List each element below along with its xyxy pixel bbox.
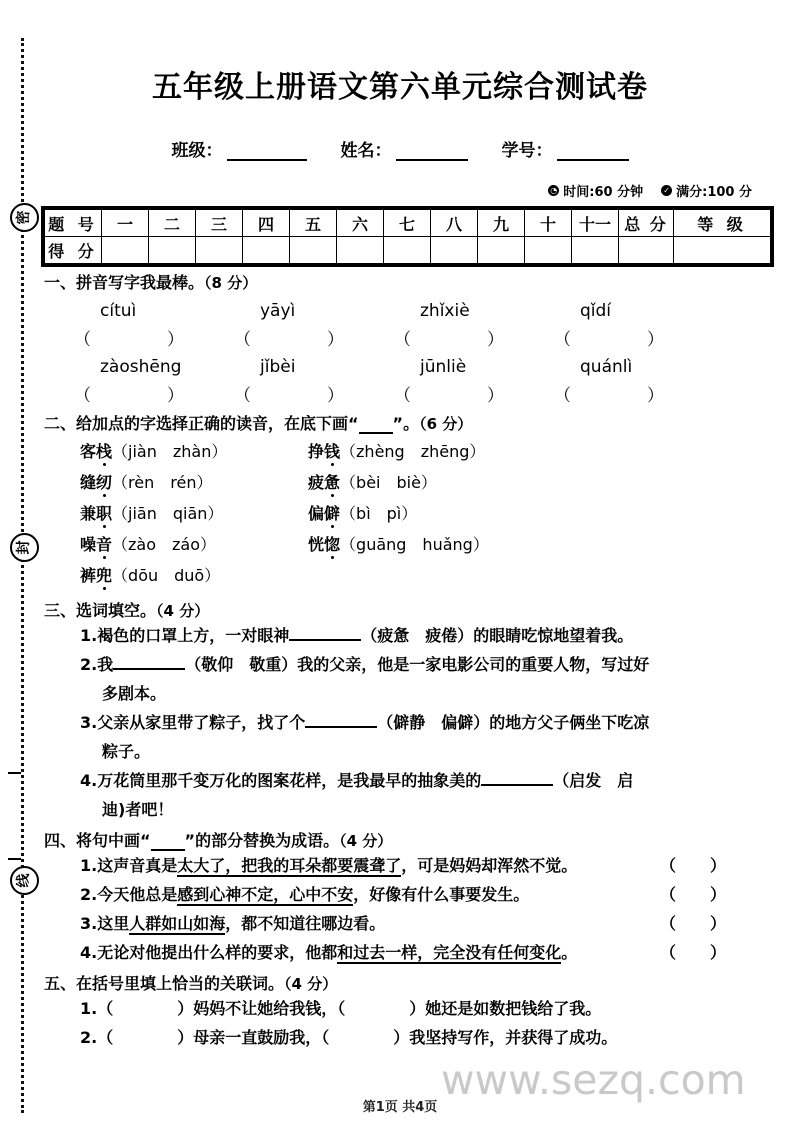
score-col-1: 一 <box>102 210 149 237</box>
section-2-title <box>44 411 756 434</box>
section-5 <box>44 971 756 1052</box>
section-4-number: 四、 <box>44 831 77 850</box>
section-3-title <box>44 598 756 621</box>
choice-char-7a: 噪 <box>80 535 97 554</box>
q3-2-part2: （敬仰 敬重）我的父亲，他是一家电影公司的重要人物，写过好 <box>185 655 650 674</box>
section-2-text-after: ”。 <box>392 414 420 433</box>
q3-3-continued: 粽子。 <box>102 742 151 761</box>
score-col-grade: 等 级 <box>674 210 771 237</box>
q4-4-pre: 无论对他提出什么样的要求，他都 <box>97 943 338 962</box>
seal-mark-mi: 密 <box>10 203 39 232</box>
seal-tick-lower <box>8 858 21 860</box>
q4-2-post: ，好像有什么事要发生。 <box>353 885 530 904</box>
score-cell-10[interactable] <box>525 237 572 264</box>
choice-options-9: （dōu duō） <box>112 566 221 585</box>
choice-item-5[interactable] <box>80 501 308 532</box>
pinyin-cell-8 <box>554 357 714 381</box>
choice-char-8a: 恍 <box>308 535 325 554</box>
q4-1-answer-paren[interactable]: （ ） <box>659 856 726 875</box>
pinyin-word-5: zàoshēng <box>100 357 182 377</box>
q5-2-mid: ）母亲一直鼓励我，（ <box>177 1028 330 1047</box>
underline-symbol-2 <box>151 836 185 851</box>
pinyin-word-8: quánlì <box>580 357 633 377</box>
pinyin-cell-1 <box>74 301 234 325</box>
section-4-text-before: 将句中画“ <box>76 831 151 850</box>
q4-4-underlined: 和过去一样，完全没有任何变化 <box>337 943 562 962</box>
seal-mark-xian: 线 <box>10 866 39 895</box>
section-4-question-4 <box>44 938 756 967</box>
q5-2-paren-open[interactable]: （ <box>97 1028 114 1047</box>
q3-2-continued: 多剧本。 <box>102 684 167 703</box>
q3-3-blank[interactable] <box>305 711 377 728</box>
section-2-text-before: 给加点的字选择正确的读音，在底下画“ <box>76 414 359 433</box>
choice-char-4b: 惫 <box>324 470 340 493</box>
section-4 <box>44 828 756 967</box>
q4-3-answer-paren[interactable]: （ ） <box>659 914 726 933</box>
name-input-line[interactable] <box>396 142 468 161</box>
pinyin-cell-3 <box>394 301 554 325</box>
pinyin-answer-5[interactable]: （ ） <box>74 386 184 406</box>
choice-options-7: （zào záo） <box>112 535 217 554</box>
choice-item-9[interactable] <box>80 563 308 594</box>
choice-char-3a: 缝 <box>80 473 97 492</box>
q3-4-part2: （启发 启 <box>553 771 634 790</box>
q5-2-number: 2. <box>80 1028 98 1047</box>
choice-char-4a: 疲 <box>308 473 325 492</box>
choice-char-8b: 惚 <box>324 532 340 555</box>
pinyin-cell-4 <box>554 301 714 325</box>
q3-3-part1: 父亲从家里带了粽子，找了个 <box>97 713 306 732</box>
score-cell-6[interactable] <box>337 237 384 264</box>
q4-3-post: ，都不知道往哪边看。 <box>225 914 386 933</box>
choice-item-8[interactable] <box>308 532 536 563</box>
q3-4-number: 4. <box>80 771 98 790</box>
choice-char-6b: 僻 <box>324 501 340 524</box>
q4-2-number: 2. <box>80 885 98 904</box>
table-row-question-number <box>45 210 771 237</box>
score-col-6: 六 <box>337 210 384 237</box>
full-score-text: 满分:100 分 <box>676 185 752 200</box>
site-watermark: www.sezq.com <box>441 1056 746 1104</box>
score-col-2: 二 <box>149 210 196 237</box>
q3-1-part1: 褐色的口罩上方，一对眼神 <box>97 626 290 645</box>
q5-2-end: ）我坚持写作，并获得了成功。 <box>393 1028 618 1047</box>
score-col-10: 十 <box>525 210 572 237</box>
score-cell-5[interactable] <box>290 237 337 264</box>
score-cell-1[interactable] <box>102 237 149 264</box>
q5-1-mid: ）妈妈不让她给我钱，（ <box>177 999 346 1018</box>
q4-2-answer-paren[interactable]: （ ） <box>659 885 726 904</box>
q3-1-part2: （疲惫 疲倦）的眼睛吃惊地望着我。 <box>361 626 634 645</box>
q3-3-number: 3. <box>80 713 98 732</box>
q3-4-continued: 迪)者吧！ <box>102 800 174 819</box>
score-cell-7[interactable] <box>384 237 431 264</box>
score-table <box>44 209 771 264</box>
choice-char-2a: 挣 <box>308 442 325 461</box>
pinyin-word-3: zhǐxiè <box>420 301 470 321</box>
seal-mark-feng: 封 <box>10 533 39 562</box>
score-col-8: 八 <box>431 210 478 237</box>
q5-1-number: 1. <box>80 999 98 1018</box>
score-col-4: 四 <box>243 210 290 237</box>
pinyin-words-row-2 <box>44 357 756 381</box>
score-col-11: 十一 <box>572 210 619 237</box>
pinyin-word-7: jūnliè <box>420 357 467 377</box>
q3-1-number: 1. <box>80 626 98 645</box>
q4-4-number: 4. <box>80 943 98 962</box>
pinyin-answer-row-1 <box>44 325 756 349</box>
q3-4-blank[interactable] <box>481 769 553 786</box>
choice-options-3: （rèn rén） <box>112 473 213 492</box>
score-col-7: 七 <box>384 210 431 237</box>
choice-char-1b: 栈 <box>96 439 112 462</box>
q4-3-number: 3. <box>80 914 98 933</box>
q4-4-answer-paren[interactable]: （ ） <box>659 943 726 962</box>
section-3-number: 三、 <box>44 601 77 620</box>
page-title: 五年级上册语文第六单元综合测试卷 <box>152 70 648 105</box>
choice-item-1[interactable] <box>80 439 308 470</box>
section-1-text: 拼音写字我最棒。 <box>76 273 205 292</box>
section-4-text-after: ”的部分替换为成语。 <box>184 831 340 850</box>
choice-char-9b: 兜 <box>96 563 112 586</box>
score-cell-11[interactable] <box>572 237 619 264</box>
class-input-line[interactable] <box>227 142 307 161</box>
student-id-field[interactable] <box>502 136 629 161</box>
section-5-text: 在括号里填上恰当的关联词。 <box>76 974 285 993</box>
q4-1-pre: 这声音真是 <box>97 856 178 875</box>
pinyin-answer-3[interactable]: （ ） <box>394 330 504 350</box>
check-circle-icon: ✓ <box>661 185 672 196</box>
q4-3-pre: 这里 <box>97 914 130 933</box>
score-cell-total[interactable] <box>619 237 674 264</box>
section-1-number: 一、 <box>44 273 77 292</box>
section-5-score: （4 分） <box>284 975 338 993</box>
score-cell-3[interactable] <box>196 237 243 264</box>
row-label-score: 得 分 <box>45 237 102 264</box>
section-4-score: （4 分） <box>339 832 393 850</box>
q5-1-end: ）她还是如数把钱给了我。 <box>409 999 602 1018</box>
choice-options-2: （zhèng zhēng） <box>340 442 486 461</box>
student-id-input-line[interactable] <box>557 142 629 161</box>
pinyin-answer-row-2 <box>44 381 756 405</box>
choice-options-1: （jiàn zhàn） <box>112 442 228 461</box>
choice-item-7[interactable] <box>80 532 308 563</box>
section-2-score: （6 分） <box>419 415 473 433</box>
q4-1-post: ，可是妈妈却浑然不觉。 <box>401 856 578 875</box>
full-score <box>661 181 752 200</box>
choice-char-5a: 兼 <box>80 504 97 523</box>
pinyin-group-2 <box>44 357 756 405</box>
score-cell-4[interactable] <box>243 237 290 264</box>
pinyin-word-6: jǐbèi <box>260 357 296 377</box>
section-3-text: 选词填空。 <box>76 601 157 620</box>
choice-options-6: （bì pì） <box>340 504 418 523</box>
time-limit-text: 时间:60 分钟 <box>563 185 644 200</box>
name-field[interactable] <box>341 136 468 161</box>
section-4-question-1 <box>44 851 756 880</box>
time-limit <box>548 181 643 200</box>
section-3-score: （4 分） <box>156 602 210 620</box>
section-5-title <box>44 971 756 994</box>
score-col-5: 五 <box>290 210 337 237</box>
section-4-question-3 <box>44 909 756 938</box>
section-3-question-2 <box>44 650 756 679</box>
section-4-title <box>44 828 756 851</box>
choice-options-8: （guāng huǎng） <box>340 535 489 554</box>
pinyin-answer-6[interactable]: （ ） <box>234 386 344 406</box>
clock-icon: ◔ <box>548 185 559 196</box>
score-col-9: 九 <box>478 210 525 237</box>
page-footer: 第1页 共4页 <box>362 1100 438 1115</box>
pinyin-words-row-1 <box>44 301 756 325</box>
choice-item-3[interactable] <box>80 470 308 501</box>
reading-choice-grid <box>44 439 756 594</box>
score-cell-2[interactable] <box>149 237 196 264</box>
choice-item-6[interactable] <box>308 501 536 532</box>
choice-char-5b: 职 <box>96 501 112 524</box>
q3-2-blank[interactable] <box>113 653 185 670</box>
q3-2-part1: 我 <box>97 655 114 674</box>
choice-char-9a: 裤 <box>80 566 97 585</box>
underline-symbol <box>359 419 393 434</box>
q4-1-number: 1. <box>80 856 98 875</box>
score-col-3: 三 <box>196 210 243 237</box>
pinyin-answer-7[interactable]: （ ） <box>394 386 504 406</box>
pinyin-answer-1[interactable]: （ ） <box>74 330 184 350</box>
student-id-label: 学号： <box>501 141 553 161</box>
score-cell-9[interactable] <box>478 237 525 264</box>
pinyin-cell-2 <box>234 301 394 325</box>
q4-2-underlined: 感到心神不定，心中不安 <box>177 885 354 904</box>
section-3 <box>44 598 756 824</box>
q4-4-post: 。 <box>561 943 578 962</box>
q4-1-underlined: 太大了，把我的耳朵都要震聋了 <box>177 856 402 875</box>
q3-1-blank[interactable] <box>289 624 361 641</box>
section-2-number: 二、 <box>44 414 77 433</box>
q3-2-number: 2. <box>80 655 98 674</box>
score-cell-grade[interactable] <box>674 237 771 264</box>
section-1-score: （8 分） <box>204 274 258 292</box>
score-col-total: 总 分 <box>619 210 674 237</box>
pinyin-cell-6 <box>234 357 394 381</box>
section-5-question-2 <box>44 1023 756 1052</box>
score-cell-8[interactable] <box>431 237 478 264</box>
q5-1-paren-open[interactable]: （ <box>97 999 114 1018</box>
section-4-question-2 <box>44 880 756 909</box>
pinyin-word-1: cítuì <box>100 301 137 321</box>
choice-char-1a: 客 <box>80 442 97 461</box>
q4-2-pre: 今天他总是 <box>97 885 178 904</box>
pinyin-cell-7 <box>394 357 554 381</box>
seal-tick-upper <box>8 772 21 774</box>
q3-3-part2: （僻静 偏僻）的地方父子俩坐下吃凉 <box>377 713 650 732</box>
pinyin-word-2: yāyì <box>260 301 296 321</box>
section-5-question-1 <box>44 994 756 1023</box>
choice-options-5: （jiān qiān） <box>112 504 224 523</box>
choice-char-6a: 偏 <box>308 504 325 523</box>
choice-item-2[interactable] <box>308 439 536 470</box>
row-label-question: 题 号 <box>45 210 102 237</box>
section-3-question-3 <box>44 708 756 737</box>
class-label: 班级： <box>171 141 223 161</box>
section-2 <box>44 411 756 594</box>
sealing-line <box>21 38 24 1113</box>
choice-options-4: （bèi biè） <box>340 473 437 492</box>
section-3-question-4 <box>44 766 756 795</box>
paper-body <box>44 0 756 1131</box>
pinyin-group-1 <box>44 301 756 349</box>
name-label: 姓名： <box>340 141 392 161</box>
section-1 <box>44 270 756 405</box>
pinyin-cell-5 <box>74 357 234 381</box>
q3-4-part1: 万花筒里那千变万化的图案花样，是我最早的抽象美的 <box>97 771 482 790</box>
class-field[interactable] <box>172 136 307 161</box>
pinyin-answer-4[interactable]: （ ） <box>554 330 664 350</box>
q4-3-underlined: 人群如山如海 <box>129 914 226 933</box>
section-1-title <box>44 270 756 293</box>
choice-char-2b: 钱 <box>324 439 340 462</box>
section-5-number: 五、 <box>44 974 77 993</box>
choice-char-3b: 纫 <box>96 470 112 493</box>
pinyin-word-4: qǐdí <box>580 301 612 321</box>
pinyin-answer-2[interactable]: （ ） <box>234 330 344 350</box>
choice-char-7b: 音 <box>96 532 112 555</box>
section-3-question-1 <box>44 621 756 650</box>
student-info-row <box>44 136 756 161</box>
exam-meta-row <box>44 181 756 200</box>
table-row-score <box>45 237 771 264</box>
pinyin-answer-8[interactable]: （ ） <box>554 386 664 406</box>
choice-item-4[interactable] <box>308 470 536 501</box>
